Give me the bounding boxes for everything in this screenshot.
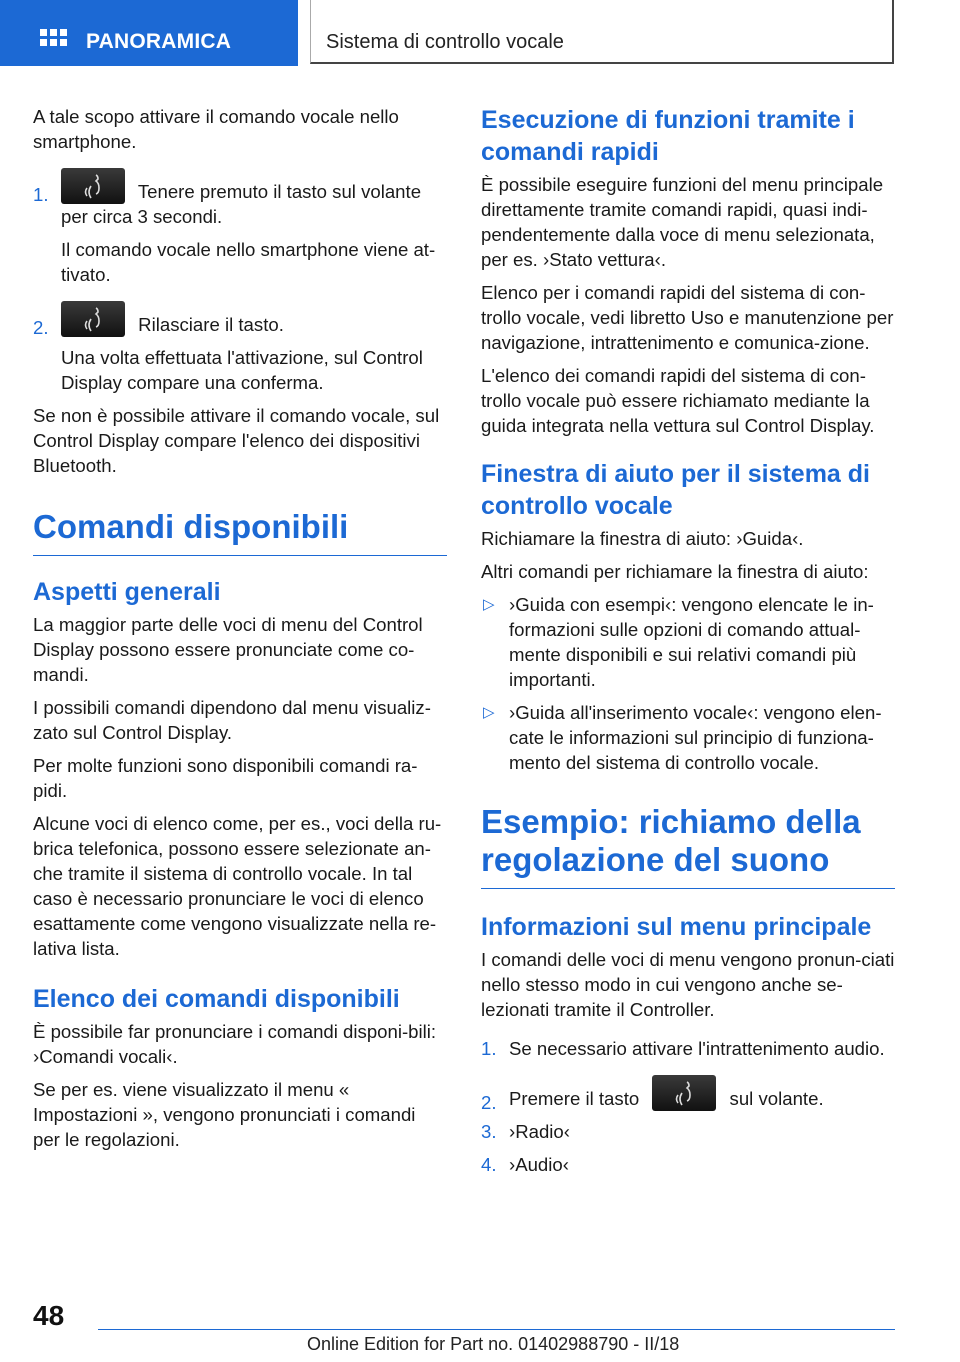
left-column [33,104,447,1160]
heading-available-commands: Comandi disponibili [33,508,447,556]
sound-steps [481,1036,895,1177]
step-number: 3. [481,1121,497,1142]
triangle-bullet-icon: ▷ [483,704,495,721]
voice-command-button-icon [61,168,125,204]
section-title-box [310,0,894,64]
voice-command-button-icon [61,301,125,337]
grid-menu-icon [40,29,68,53]
page-number: 48 [33,1300,65,1331]
step-text: Premere il tasto sul volante. [509,1075,895,1111]
voice-command-button-icon [652,1075,716,1111]
heading-general-aspects: Aspetti generali [33,578,221,606]
heading-main-menu-info: Informazioni sul menu principale [481,913,872,941]
help-commands-list [481,592,895,775]
step-number: 2. [481,1092,497,1113]
step-subtext: Una volta effettuata l'attivazione, sul Control Display compare una conferma. [61,347,423,393]
step-text: Se necessario attivare l'intrattenimento audio. [509,1038,885,1059]
body-paragraph: I comandi delle voci di menu vengono pronun-ciati nello stesso modo in cui vengono anche se-lezionati tramite il Controller. [481,949,895,1020]
body-paragraph: Altri comandi per richiamare la finestra di aiuto: [481,561,869,582]
right-column [481,104,895,1185]
step-text: ›Audio‹ [509,1154,569,1175]
activation-steps [33,168,447,395]
body-paragraph: Per molte funzioni sono disponibili comandi ra-pidi. [33,755,418,801]
list-item-text: ›Guida all'inserimento vocale‹: vengono elen-cate le informazioni sul principio di funziona-mento del sistema di controllo vocale. [509,702,882,773]
step-text: Tenere premuto il tasto sul volante per circa 3 secondi. [61,168,447,229]
step-item [481,1036,895,1061]
heading-commands-list: Elenco dei comandi disponibili [33,985,400,1013]
page-header [0,0,960,66]
body-paragraph: La maggior parte delle voci di menu del Control Display possono essere pronunciate come co-mandi. [33,614,423,685]
body-paragraph: Elenco per i comandi rapidi del sistema di con-trollo vocale, vedi libretto Uso e manutenzione per navigazione, intrattenimento e comunica-zione. [481,282,894,353]
heading-help-window: Finestra di aiuto per il sistema di controllo vocale [481,460,870,520]
step-item [481,1075,895,1111]
edition-footer: Online Edition for Part no. 01402988790 - II/18 [307,1334,680,1354]
heading-sound-example: Esempio: richiamo della regolazione del suono [481,803,895,889]
list-item [481,700,895,775]
list-item [481,592,895,692]
body-paragraph: È possibile eseguire funzioni del menu principale direttamente tramite comandi rapidi, quasi indi-pendentemente dalla voce di menu selezionata, per es. ›Stato vettura‹. [481,174,884,270]
step-item [33,301,447,395]
triangle-bullet-icon: ▷ [483,596,495,613]
step-text: Rilasciare il tasto. [61,301,447,337]
section-title: Sistema di controllo vocale [326,31,564,53]
list-item-text: ›Guida con esempi‹: vengono elencate le in-formazioni sulle opzioni di comando attual-mente disponibili e sui relativi comandi più importanti. [509,594,874,690]
body-paragraph: Se per es. viene visualizzato il menu « Impostazioni », vengono pronunciati i comandi per le regolazioni. [33,1079,416,1150]
step-number: 1. [33,184,49,205]
overview-tab[interactable] [0,0,298,66]
body-paragraph: I possibili comandi dipendono dal menu visualiz-zato sul Control Display. [33,697,431,743]
body-paragraph: Alcune voci di elenco come, per es., voci della ru-brica telefonica, possono essere selezionate an-che tramite il sistema di controllo vocale. In tal caso è necessario pronunciare le voci di elenco esattamente come vengono visualizzate nella re-lativa lista. [33,813,442,959]
footer-divider [98,1329,895,1330]
body-paragraph: Richiamare la finestra di aiuto: ›Guida‹. [481,528,804,549]
step-item [481,1152,895,1177]
step-number: 2. [33,317,49,338]
step-number: 1. [481,1038,497,1059]
step-text: ›Radio‹ [509,1121,570,1142]
body-paragraph: L'elenco dei comandi rapidi del sistema di con-trollo vocale può essere richiamato mediante la guida integrata nella vettura sul Control Display. [481,365,875,436]
step-number: 4. [481,1154,497,1175]
step-item [481,1119,895,1144]
bluetooth-note: Se non è possibile attivare il comando vocale, sul Control Display compare l'elenco dei dispositivi Bluetooth. [33,405,440,476]
step-subtext: Il comando vocale nello smartphone viene at-tivato. [61,239,436,285]
overview-tab-label: PANORAMICA [86,30,232,53]
step-item [33,168,447,287]
heading-quick-commands: Esecuzione di funzioni tramite i comandi rapidi [481,106,855,166]
body-paragraph: È possibile far pronunciare i comandi disponi-bili: ›Comandi vocali‹. [33,1021,437,1067]
intro-paragraph: A tale scopo attivare il comando vocale nello smartphone. [33,106,399,152]
